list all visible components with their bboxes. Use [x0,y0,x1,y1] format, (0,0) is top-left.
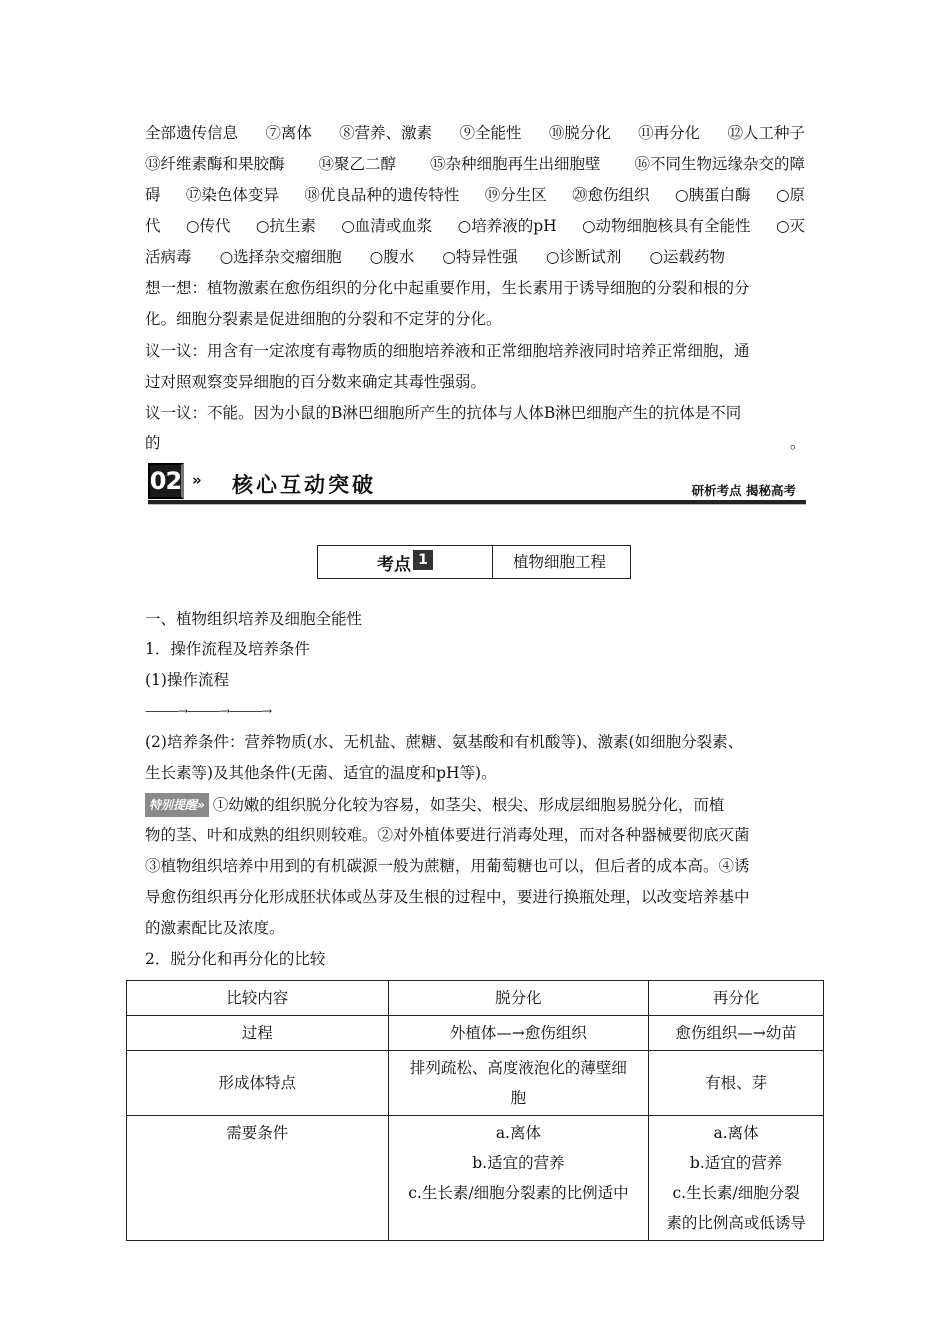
table-header-cell: 脱分化 [388,981,649,1016]
section-subtitle: 研析考点 揭秘高考 [691,483,796,498]
answer-item: ⑧营养、激素 [339,124,433,142]
conditions-line-2: 生长素等)及其他条件(无菌、适宜的温度和pH等)。 [145,764,497,782]
answer-line-1 [145,122,805,144]
think-line-2: 化。细胞分裂素是促进细胞的分裂和不定芽的分化。 [145,310,502,328]
table-header-row [127,981,824,1016]
answer-item: ⑦离体 [265,124,312,142]
answer-item: ○传代 [185,217,231,235]
answer-item: 碍 [145,186,161,204]
answer-item: ○腹水 [369,248,415,266]
answer-item: ○抗生素 [255,217,316,235]
kaodian-number: 1 [413,550,433,570]
comparison-table [126,980,824,1241]
table-cell: 形成体特点 [127,1051,389,1116]
cell-line: c.生长素/细胞分裂素的比例适中 [408,1184,629,1202]
answer-item: ○特异性强 [442,248,518,266]
cell-line: a.离体 [495,1124,541,1142]
section-banner [148,463,806,509]
answer-item: 全部遗传信息 [145,124,239,142]
answer-item: ○原 [775,186,805,204]
kaodian-label: 考点 [377,555,411,575]
answer-item: ○动物细胞核具有全能性 [582,217,751,235]
answer-item: ○灭 [775,217,805,235]
table-cell [388,1051,649,1116]
kaodian-topic: 植物细胞工程 [513,553,607,571]
cell-line: b.适宜的营养 [689,1154,783,1172]
table-row [127,1016,824,1051]
kaodian-label-cell [318,546,493,578]
discuss2-line-2-end: 。 [790,434,806,452]
answer-line-5 [145,246,725,268]
table-cell [388,1116,649,1241]
tip-line-3: ③植物组织培养中用到的有机碳源一般为蔗糖，用葡萄糖也可以，但后者的成本高。④诱 [145,857,750,875]
kaodian-box [317,545,631,579]
discuss1-line-2: 过对照观察变异细胞的百分数来确定其毒性强弱。 [145,373,487,391]
answer-item: ⑳愈伤组织 [572,186,650,204]
answer-item: ○胰蛋白酶 [675,186,751,204]
answer-item: ○血清或血浆 [341,217,433,235]
cell-line: b.适宜的营养 [472,1154,565,1172]
table-cell [649,1116,824,1241]
table-cell: 外植体—→愈伤组织 [388,1016,649,1051]
answer-item: ○选择杂交瘤细胞 [219,248,342,266]
discuss2-line-2-start: 的 [145,434,161,452]
answer-item: ⑨全能性 [459,124,522,142]
cell-line: 排列疏松、高度液泡化的薄壁细 [409,1059,627,1077]
answer-item: ⑫人工种子 [727,124,805,142]
section2-heading: 2．脱分化和再分化的比较 [145,950,326,968]
answer-line-2 [145,153,805,175]
answer-item: ⑬纤维素酶和果胶酶 [145,155,285,173]
answer-item: ○培养液的pH [457,217,557,235]
tip-text: ①幼嫩的组织脱分化较为容易，如茎尖、根尖、形成层细胞易脱分化，而植 [212,796,725,814]
answer-item: ○诊断试剂 [545,248,622,266]
table-header-cell: 比较内容 [127,981,389,1016]
section1-sub1: 1．操作流程及培养条件 [145,640,310,658]
tip-line-2: 物的茎、叶和成熟的组织则较难。②对外植体要进行消毒处理，而对各种器械要彻底灭菌 [145,826,750,844]
section-number: 02 [148,463,184,499]
table-cell: 有根、芽 [649,1051,824,1116]
flow-arrows: ———→———→———→ [145,704,272,718]
answer-item: ○运载药物 [649,248,725,266]
tip-line-5: 的激素配比及浓度。 [145,919,285,937]
answer-item: 活病毒 [145,248,192,266]
answer-item: ⑪再分化 [638,124,701,142]
conditions-line-1: (2)培养条件：营养物质(水、无机盐、蔗糖、氨基酸和有机酸等)、激素(如细胞分裂素、 [145,733,744,751]
answer-item: ⑩脱分化 [548,124,611,142]
answer-item: ⑰染色体变异 [185,186,279,204]
answer-line-3 [145,184,805,206]
answer-item: ⑮杂种细胞再生出细胞壁 [429,155,601,173]
cell-line: 素的比例高或低诱导 [666,1214,806,1232]
tip-line-1 [145,793,724,817]
section1-sub1a: (1)操作流程 [145,671,229,689]
chevron-right-icon: » [192,471,202,489]
section-title: 核心互动突破 [232,473,376,497]
tip-line-4: 导愈伤组织再分化形成胚状体或丛芽及生根的过程中，要进行换瓶处理，以改变培养基中 [145,888,750,906]
section1-heading: 一、植物组织培养及细胞全能性 [145,610,363,628]
answer-item: ⑲分生区 [484,186,547,204]
answer-item: 代 [145,217,161,235]
cell-line: c.生长素/细胞分裂 [672,1184,800,1202]
cell-line: 胞 [510,1089,527,1107]
answer-item: ⑱优良品种的遗传特性 [304,186,460,204]
section-divider [148,500,806,505]
cell-line: a.离体 [713,1124,759,1142]
table-header-cell: 再分化 [649,981,824,1016]
answer-item: ⑯不同生物远缘杂交的障 [634,155,805,173]
discuss2-line-1: 议一议：不能。因为小鼠的B淋巴细胞所产生的抗体与人体B淋巴细胞产生的抗体是不同 [145,404,742,422]
answer-item: ⑭聚乙二醇 [318,155,396,173]
think-line-1: 想一想：植物激素在愈伤组织的分化中起重要作用，生长素用于诱导细胞的分裂和根的分 [145,279,750,297]
table-row [127,1116,824,1241]
table-cell: 愈伤组织—→幼苗 [649,1016,824,1051]
tip-badge: 特别提醒» [145,793,209,817]
answer-line-4 [145,215,805,237]
table-row [127,1051,824,1116]
table-cell: 过程 [127,1016,389,1051]
table-cell: 需要条件 [127,1116,389,1241]
discuss1-line-1: 议一议：用含有一定浓度有毒物质的细胞培养液和正常细胞培养液同时培养正常细胞，通 [145,342,750,360]
